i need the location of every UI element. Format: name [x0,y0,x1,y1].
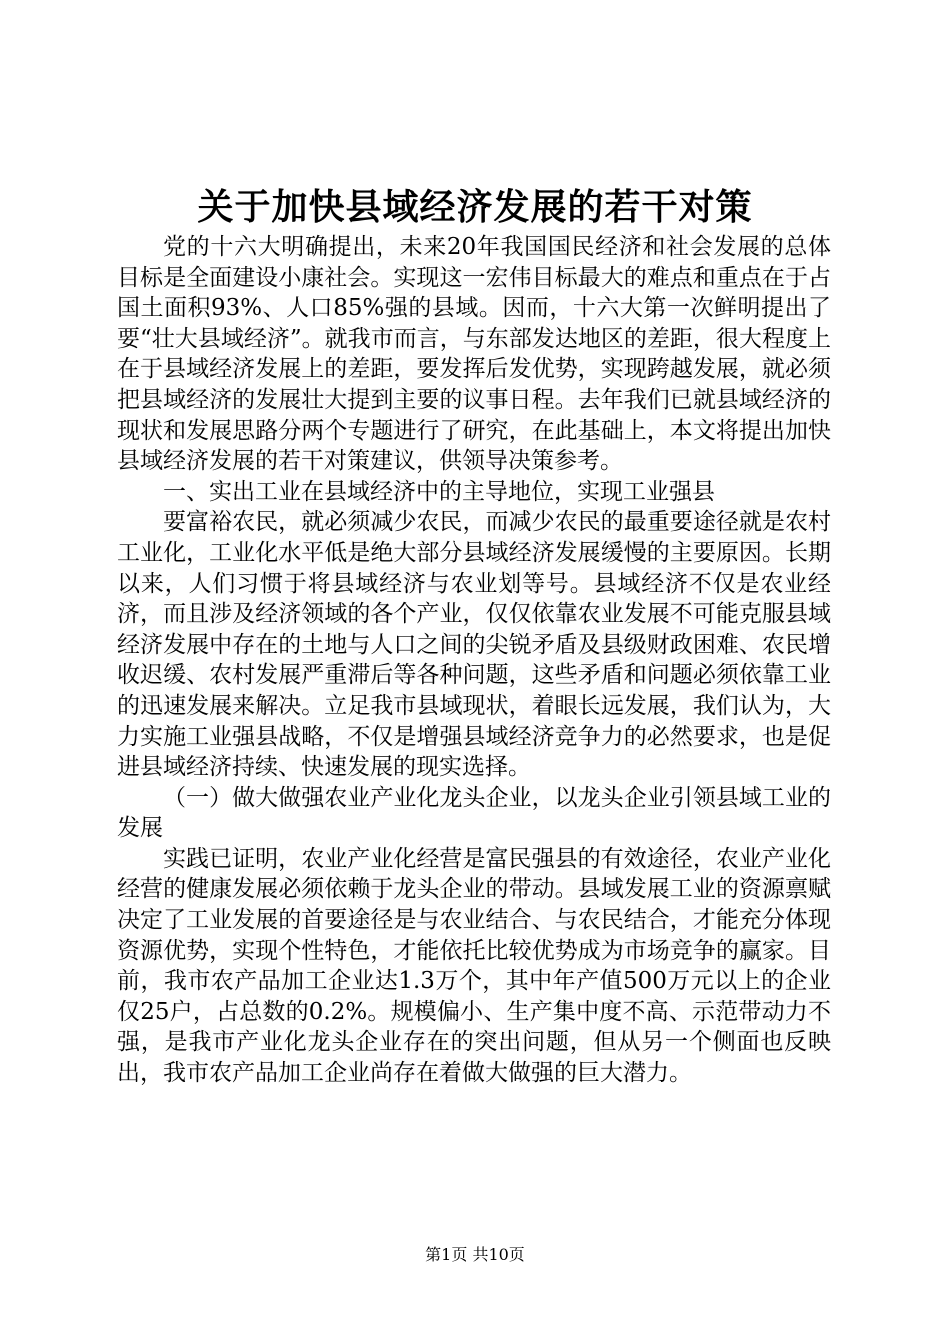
document-title: 关于加快县域经济发展的若干对策 [197,186,753,228]
section-heading-1: 一、实出工业在县域经济中的主导地位，实现工业强县 [163,478,715,505]
subsection-1-paragraph: 实践已证明，农业产业化经营是富民强县的有效途径，农业产业化经营的健康发展必须依赖于龙头企业的带动。县域发展工业的资源禀赋决定了工业发展的首要途径是与农业结合、与农民结合，才能充分体现资源优势，实现个性特色，才能依托比较优势成为市场竞争的赢家。目前，我市农产品加工企业达1.3万个，其中年产值500万元以上的企业仅25户，占总数的0.2%。规模偏小、生产集中度不高、示范带动力不强，是我市产业化龙头企业存在的突出问题，但从另一个侧面也反映出，我市农产品加工企业尚存在着做大做强的巨大潜力。 [117,845,831,1087]
document-body [117,232,831,1089]
section-1-paragraph: 要富裕农民，就必须减少农民，而减少农民的最重要途径就是农村工业化，工业化水平低是绝大部分县域经济发展缓慢的主要原因。长期以来，人们习惯于将县域经济与农业划等号。县域经济不仅是农业经济，而且涉及经济领域的各个产业，仅仅依靠农业发展不可能克服县域经济发展中存在的土地与人口之间的尖锐矛盾及县级财政困难、农民增收迟缓、农村发展严重滞后等各种问题，这些矛盾和问题必须依靠工业的迅速发展来解决。立足我市县域现状，着眼长远发展，我们认为，大力实施工业强县战略，不仅是增强县域经济竞争力的必然要求，也是促进县域经济持续、快速发展的现实选择。 [117,509,831,781]
page-number-footer: 第1页 共10页 [425,1245,525,1264]
subsection-heading-1: （一）做大做强农业产业化龙头企业，以龙头企业引领县域工业的发展 [117,784,831,842]
intro-paragraph: 党的十六大明确提出，未来20年我国国民经济和社会发展的总体目标是全面建设小康社会。实现这一宏伟目标最大的难点和重点在于占国土面积93%、人口85%强的县域。因而，十六大第一次鲜明提出了要“壮大县域经济”。就我市而言，与东部发达地区的差距，很大程度上在于县域经济发展上的差距，要发挥后发优势，实现跨越发展，就必须把县域经济的发展壮大提到主要的议事日程。去年我们已就县域经济的现状和发展思路分两个专题进行了研究，在此基础上，本文将提出加快县域经济发展的若干对策建议，供领导决策参考。 [117,234,831,475]
